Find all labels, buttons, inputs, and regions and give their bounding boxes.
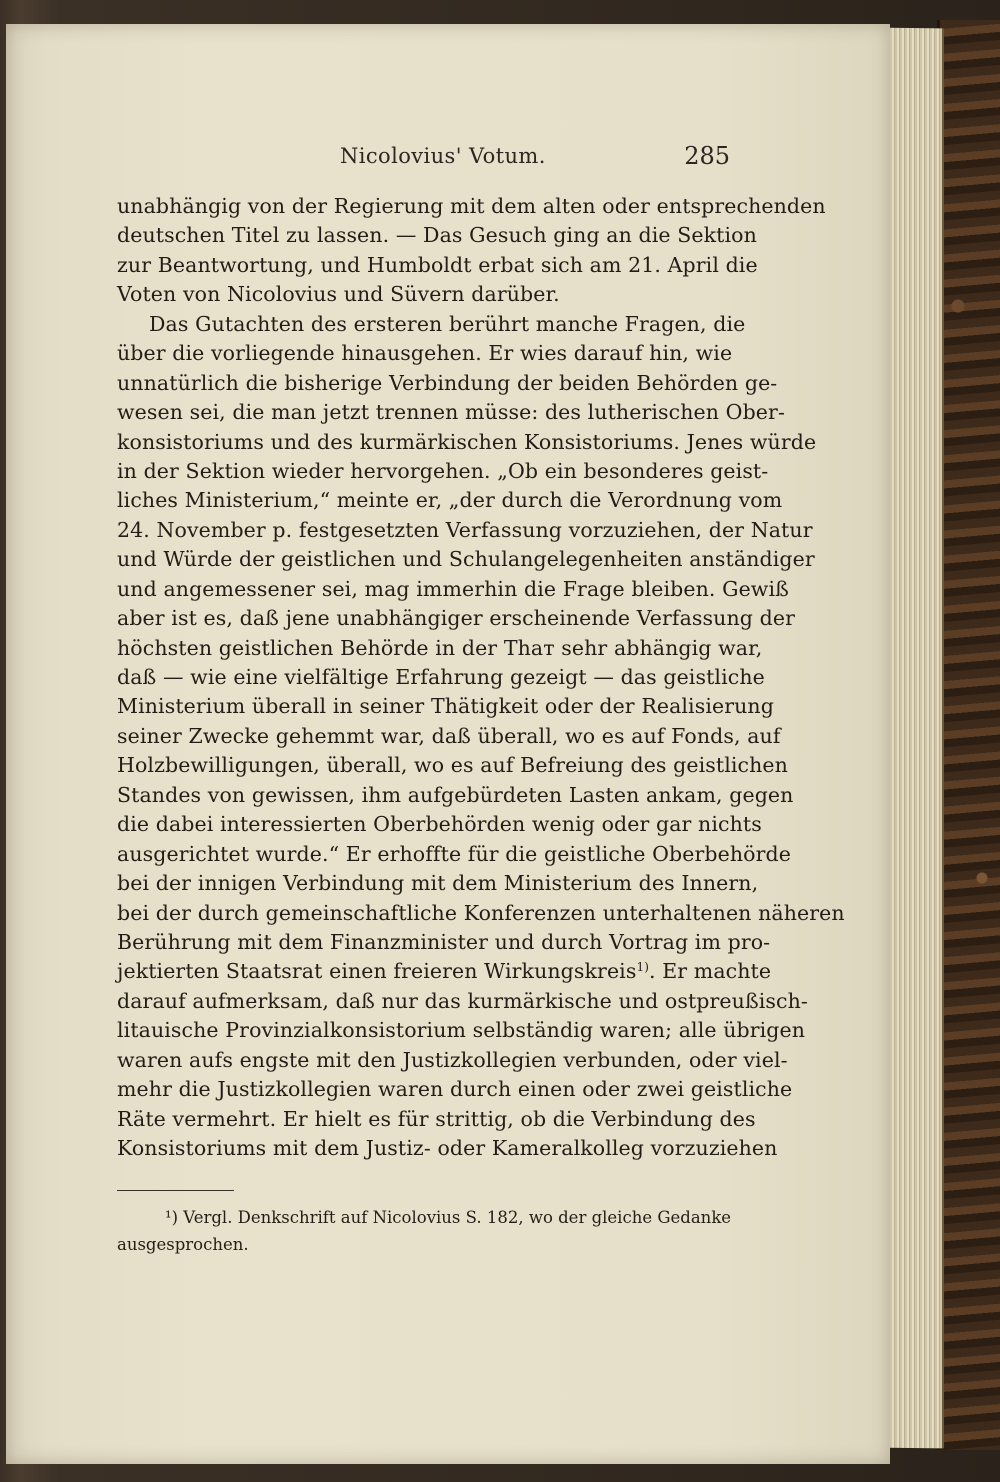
text-line: Konsistoriums mit dem Justiz- oder Kameralkolleg vorzuziehen	[117, 1136, 778, 1160]
text-line: bei der durch gemeinschaftliche Konferenzen unterhaltenen näheren	[117, 900, 845, 925]
text-line: unabhängig von der Regierung mit dem alten oder entsprechenden	[117, 194, 826, 218]
running-head: Nicolovius' Votum.	[340, 144, 546, 168]
book-cover-edge	[937, 20, 1000, 1450]
text-line: unnatürlich die bisherige Verbindung der beiden Behörden ge-	[117, 370, 778, 395]
text-line: Voten von Nicolovius und Süvern darüber.	[117, 282, 560, 307]
text-line: deutschen Titel zu lassen. — Das Gesuch ging an die Sektion	[117, 223, 757, 248]
footnotes	[117, 1204, 730, 1258]
text-line: 24. November p. festgesetzten Verfassung vorzuziehen, der Natur	[117, 517, 813, 542]
text-line: liches Ministerium,“ meinte er, „der durch die Verordnung vom	[117, 488, 783, 513]
text-line: daß — wie eine vielfältige Erfahrung gezeigt — das geistliche	[117, 665, 765, 689]
text-line: Holzbewilligungen, überall, wo es auf Befreiung des geistlichen	[117, 753, 788, 778]
text-line: und angemessener sei, mag immerhin die Frage bleiben. Gewiß	[117, 576, 789, 601]
text-line: Berührung mit dem Finanzminister und durch Vortrag im pro-	[117, 929, 771, 954]
text-line: die dabei interessierten Oberbehörden wenig oder gar nichts	[117, 812, 762, 837]
text-line: litauische Provinzialkonsistorium selbständig waren; alle übrigen	[117, 1018, 806, 1043]
text-line: in der Sektion wieder hervorgehen. „Ob ein besonderes geist-	[117, 458, 769, 483]
text-line: mehr die Justizkollegien waren durch einen oder zwei geistliche	[117, 1077, 793, 1102]
text-line: waren aufs engste mit den Justizkollegien verbunden, oder viel-	[117, 1047, 788, 1072]
text-line: seiner Zwecke gehemmt war, daß überall, wo es auf Fonds, auf	[117, 723, 781, 748]
footnote-reference: 1)	[636, 960, 649, 975]
text-line: Räte vermehrt. Er hielt es für strittig, ob die Verbindung des	[117, 1106, 756, 1131]
footnote-divider	[117, 1190, 234, 1191]
text-line: Das Gutachten des ersteren berührt manche Fragen, die	[149, 311, 746, 336]
text-line: konsistoriums und des kurmärkischen Konsistoriums. Jenes würde	[117, 429, 817, 454]
text-line: aber ist es, daß jene unabhängiger erscheinende Verfassung der	[117, 606, 795, 631]
text-line: ausgerichtet wurde.“ Er erhoffte für die geistliche Oberbehörde	[117, 841, 791, 866]
page-header	[115, 142, 730, 182]
text-line: Standes von gewissen, ihm aufgebürdeten Lasten ankam, gegen	[117, 782, 794, 807]
text-line: Ministerium überall in seiner Thätigkeit oder der Realisierung	[117, 694, 774, 719]
text-line: zur Beantwortung, und Humboldt erbat sich am 21. April die	[117, 252, 758, 277]
text-line: darauf aufmerksam, daß nur das kurmärkische und ostpreußisch-	[117, 988, 808, 1013]
footnote-line: ¹) Vergl. Denkschrift auf Nicolovius S. 182, wo der gleiche Gedanke	[165, 1208, 732, 1227]
text-line-part: . Er machte	[648, 959, 772, 984]
text-line: und Würde der geistlichen und Schulangelegenheiten anständiger	[117, 547, 815, 572]
footnote-line: ausgesprochen.	[117, 1235, 249, 1254]
text-line: wesen sei, die man jetzt trennen müsse: des lutherischen Ober-	[117, 400, 785, 425]
text-line-part: jektierten Staatsrat einen freieren Wirkungskreis	[117, 959, 637, 984]
text-line: über die vorliegende hinausgehen. Er wies darauf hin, wie	[117, 341, 733, 366]
text-line: bei der innigen Verbindung mit dem Ministerium des Innern,	[117, 871, 759, 896]
text-line: höchsten geistlichen Behörde in der Thaт sehr abhängig war,	[117, 635, 763, 660]
body-text	[117, 192, 845, 1163]
text-line-with-footnote	[117, 957, 772, 986]
page-number: 285	[684, 142, 730, 170]
